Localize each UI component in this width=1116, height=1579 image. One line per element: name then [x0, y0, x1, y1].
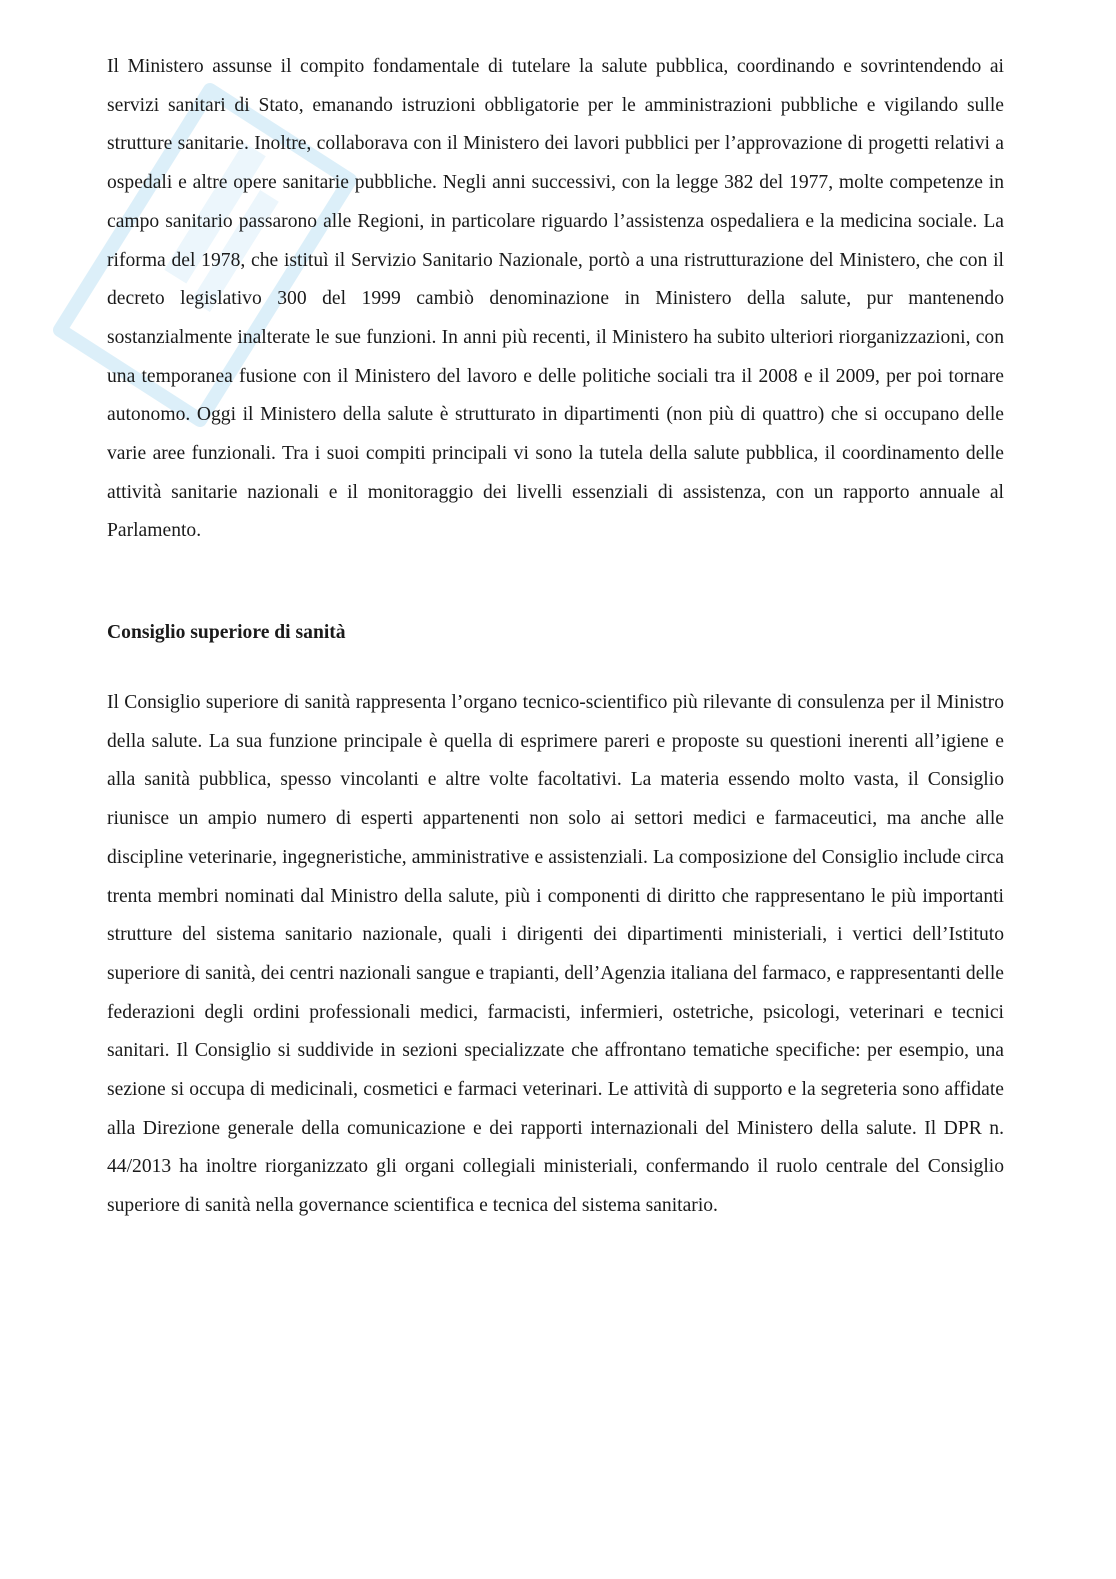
body-paragraph: Il Ministero assunse il compito fondamentale di tutelare la salute pubblica, coordinando e sovrintendendo ai servizi sanitari di Stato, emanando istruzioni obbligatorie per le amministrazioni pubbliche e vigilando sulle strutture sanitarie. Inoltre, collaborava con il Ministero dei lavori pubblici per l’approvazione di progetti relativi a ospedali e altre opere sanitarie pubbliche. Negli anni successivi, con la legge 382 del 1977, molte competenze in campo sanitario passarono alle Regioni, in particolare riguardo l’assistenza ospedaliera e la medicina sociale. La riforma del 1978, che istituì il Servizio Sanitario Nazionale, portò a una ristrutturazione del Ministero, che con il decreto legislativo 300 del 1999 cambiò denominazione in Ministero della salute, pur mantenendo sostanzialmente inalterate le sue funzioni. In anni più recenti, il Ministero ha subito ulteriori riorganizzazioni, con una temporanea fusione con il Ministero del lavoro e delle politiche sociali tra il 2008 e il 2009, per poi tornare autonomo. Oggi il Ministero della salute è strutturato in dipartimenti (non più di quattro) che si occupano delle varie aree funzionali. Tra i suoi compiti principali vi sono la tutela della salute pubblica, il coordinamento delle attività sanitarie nazionali e il monitoraggio dei livelli essenziali di assistenza, con un rapporto annuale al Parlamento. [107, 56, 1004, 542]
document-page [107, 48, 1004, 1217]
section-heading: Consiglio superiore di sanità [107, 622, 346, 643]
body-paragraph: Il Consiglio superiore di sanità rappresenta l’organo tecnico-scientifico più rilevante di consulenza per il Ministro della salute. La sua funzione principale è quella di esprimere pareri e proposte su questioni inerenti all’igiene e alla sanità pubblica, spesso vincolanti e altre volte facoltativi. La materia essendo molto vasta, il Consiglio riunisce un ampio numero di esperti appartenenti non solo ai settori medici e farmaceutici, ma anche alle discipline veterinarie, ingegneristiche, amministrative e assistenziali. La composizione del Consiglio include circa trenta membri nominati dal Ministro della salute, più i componenti di diritto che rappresentano le più importanti strutture del sistema sanitario nazionale, quali i dirigenti dei dipartimenti ministeriali, i vertici dell’Istituto superiore di sanità, dei centri nazionali sangue e trapianti, dell’Agenzia italiana del farmaco, e rappresentanti delle federazioni degli ordini professionali medici, farmacisti, infermieri, ostetriche, psicologi, veterinari e tecnici sanitari. Il Consiglio si suddivide in sezioni specializzate che affrontano tematiche specifiche: per esempio, una sezione si occupa di medicinali, cosmetici e farmaci veterinari. Le attività di supporto e la segreteria sono affidate alla Direzione generale della comunicazione e dei rapporti internazionali del Ministero della salute. Il DPR n. 44/2013 ha inoltre riorganizzato gli organi collegiali ministeriali, confermando il ruolo centrale del Consiglio superiore di sanità nella governance scientifica e tecnica del sistema sanitario. [107, 692, 1004, 1217]
